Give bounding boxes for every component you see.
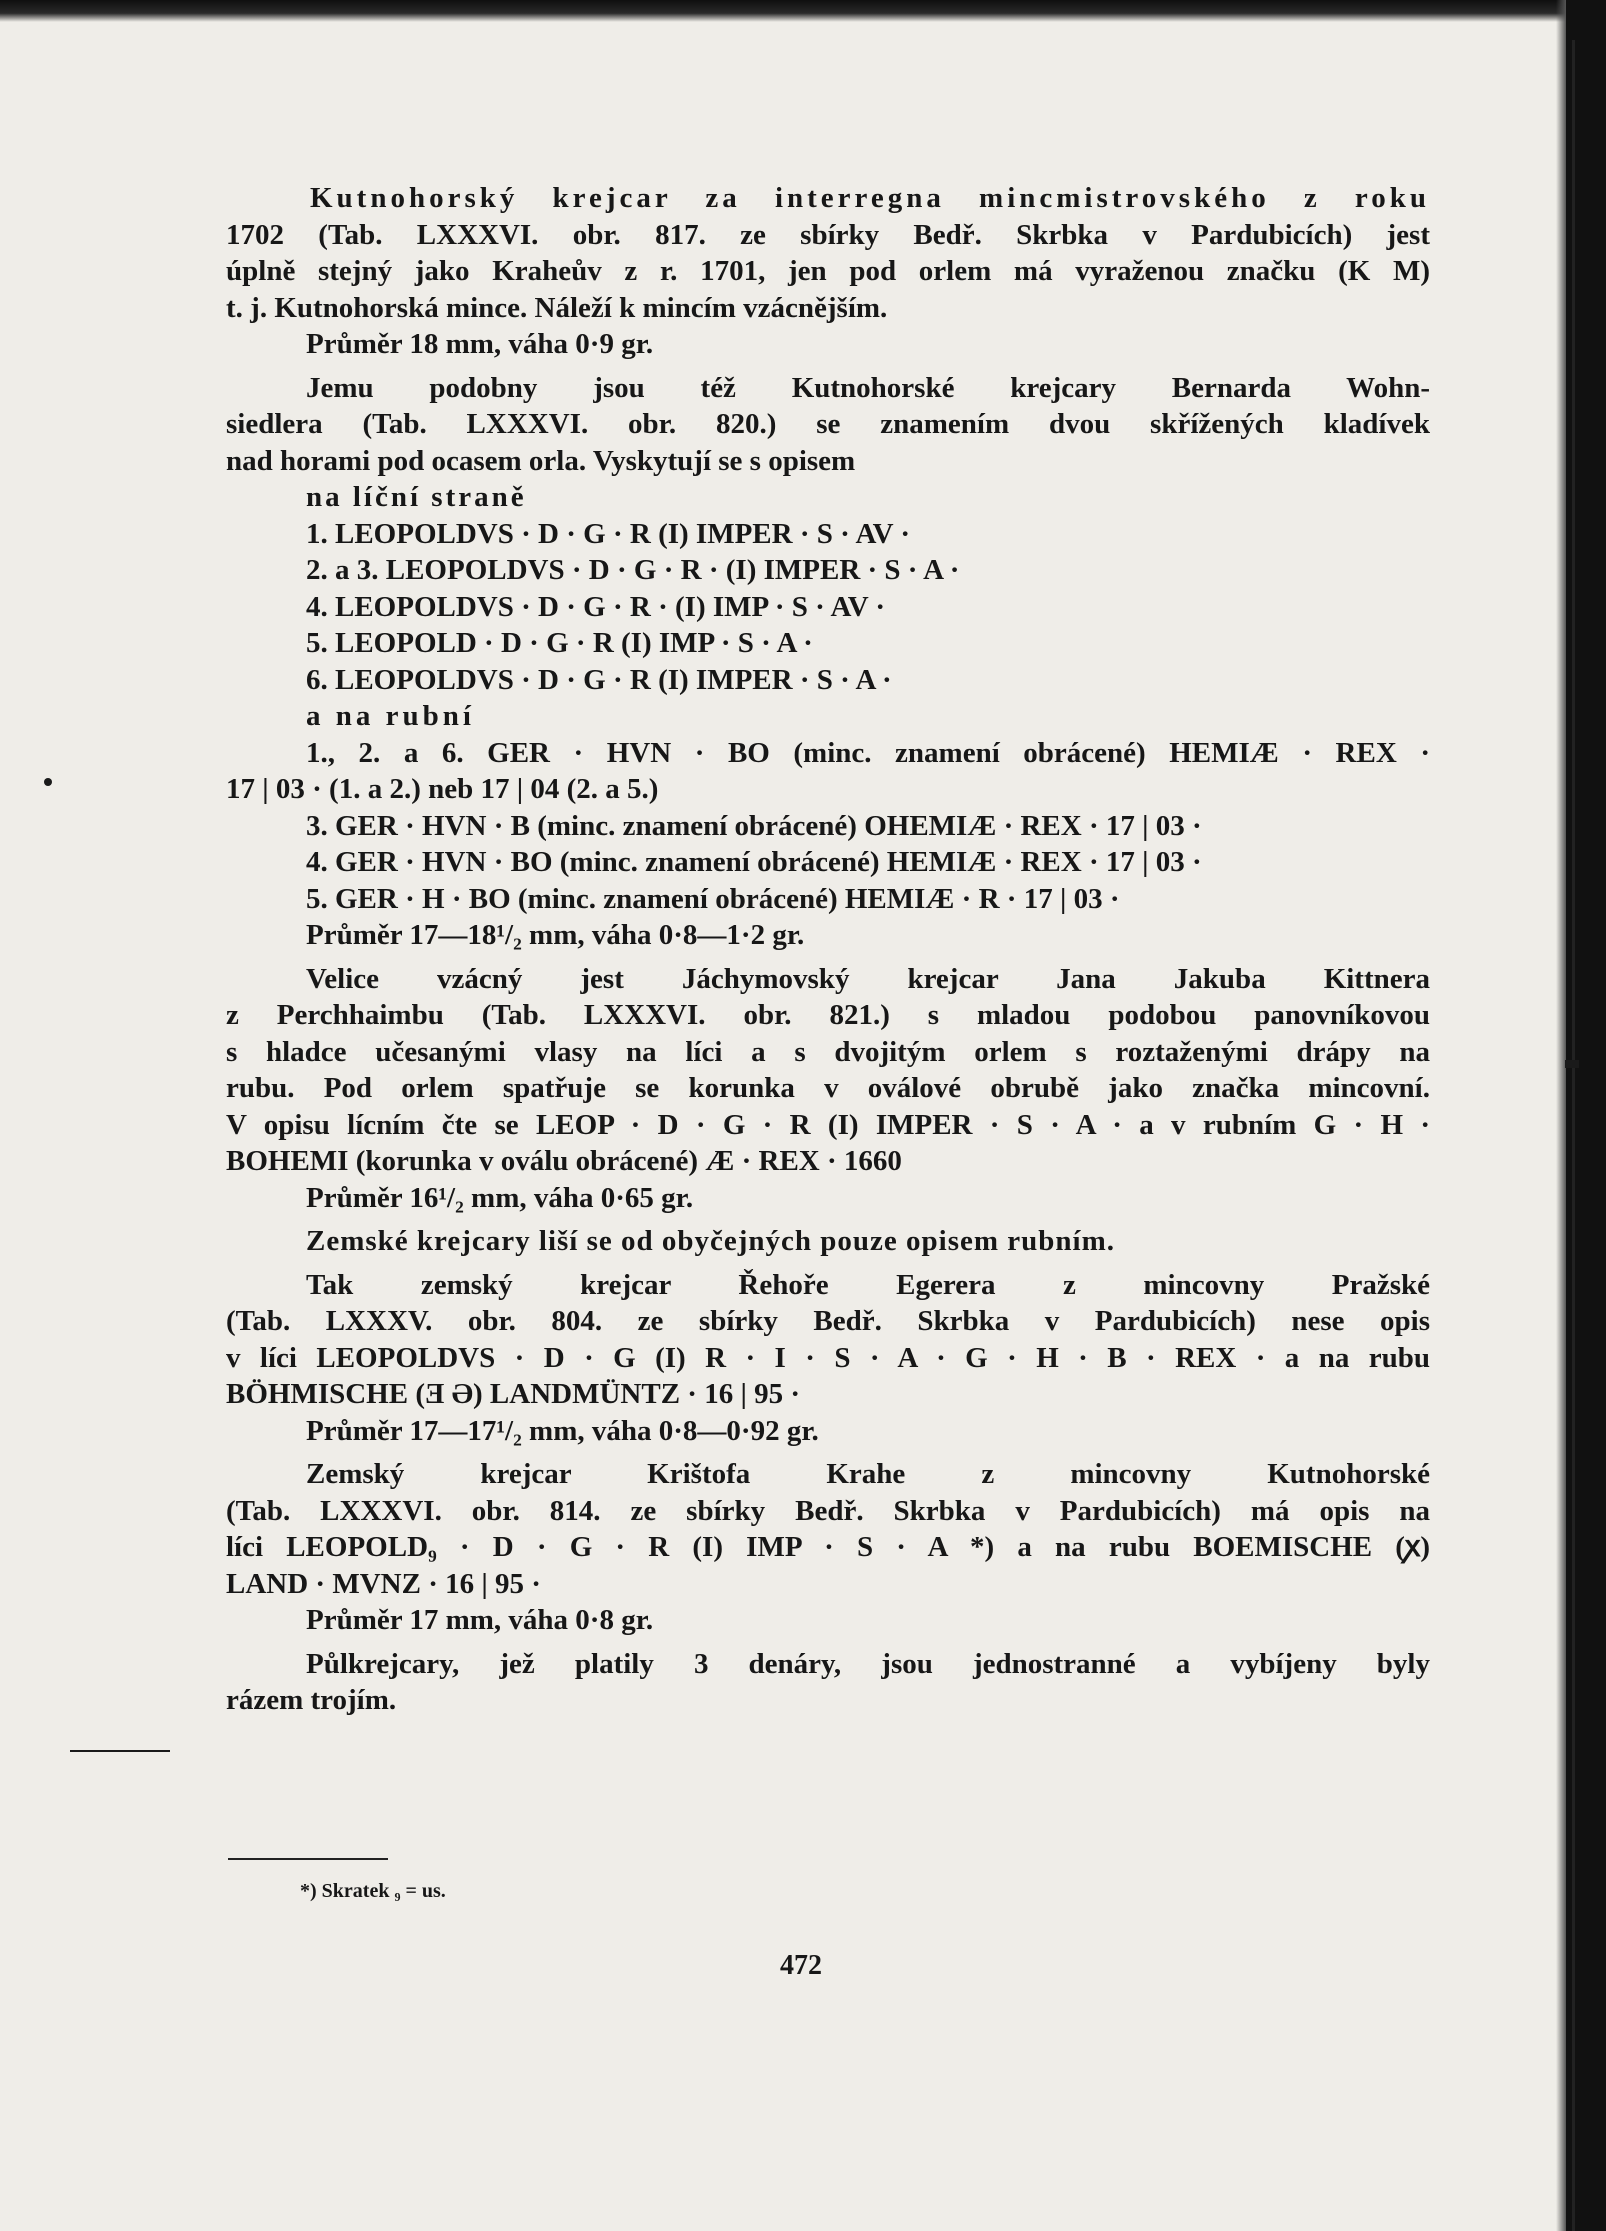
scan-fold-line: [1572, 40, 1575, 2231]
text-line: Průměr 16¹/₂ mm, váha 0·65 gr.: [306, 1181, 694, 1214]
text-line: Průměr 17—18¹/₂ mm, váha 0·8—1·2 gr.: [306, 919, 805, 951]
text-line: Půlkrejcary, jež platily 3 denáry, jsou jednostranné a vybíjeny byly: [306, 1647, 1430, 1680]
text-line: 5. GER · H · BO (minc. znamení obrácené) HEMIÆ · R · 17 | 03 ·: [306, 882, 1120, 915]
text-line: 5. LEOPOLD · D · G · R (I) IMP · S · A ·: [306, 627, 813, 659]
text-line: Zemské krejcary liší se od obyčejných pouze opisem rubním.: [306, 1225, 1116, 1257]
margin-mark: [44, 778, 52, 786]
text-line: Kutnohorský krejcar za interregna mincmistrovského z roku: [310, 182, 1430, 214]
text-line: 1. LEOPOLDVS · D · G · R (I) IMPER · S · AV ·: [306, 517, 911, 550]
text-line: rubu. Pod orlem spatřuje se korunka v oválové obrubě jako značka mincovní.: [226, 1072, 1430, 1104]
text-line: z Perchhaimbu (Tab. LXXXVI. obr. 821.) s mladou podobou panovníkovou: [226, 999, 1430, 1031]
text-line: (Tab. LXXXV. obr. 804. ze sbírky Bedř. Skrbka v Pardubicích) nese opis: [226, 1305, 1430, 1337]
text-line: úplně stejný jako Krahеův z r. 1701, jen pod orlem má vyraženou značku (K M): [226, 255, 1430, 287]
text-line: Průměr 17—17¹/₂ mm, váha 0·8—0·92 gr.: [306, 1414, 819, 1447]
text-line: LAND · MVNZ · 16 | 95 ·: [226, 1567, 541, 1600]
section-label: a na rubní: [306, 700, 475, 732]
text-line: siedlera (Tab. LXXXVI. obr. 820.) se znamením dvou skřížených kladívek: [226, 408, 1430, 440]
text-line: s hladce učesanými vlasy na líci a s dvojitým orlem s roztaženými drápy na: [226, 1035, 1430, 1068]
margin-mark: [1565, 1060, 1579, 1068]
text-line: 4. GER · HVN · BO (minc. znamení obrácené) HEMIÆ · REX · 17 | 03 ·: [306, 846, 1202, 878]
section-label: na líční straně: [306, 481, 527, 513]
text-line: BOHEMI (korunka v oválu obrácené) Æ · REX · 1660: [226, 1145, 902, 1177]
text-line: 1702 (Tab. LXXXVI. obr. 817. ze sbírky Bedř. Skrbka v Pardubicích) jest: [226, 218, 1430, 251]
text-line: Velice vzácný jest Jáchymovský krejcar Jana Jakuba Kittnera: [306, 962, 1430, 995]
margin-mark: [70, 1750, 170, 1752]
text-line: 2. a 3. LEOPOLDVS · D · G · R · (I) IMPER · S · A ·: [306, 554, 960, 586]
text-line: V opisu lícním čte se LEOP · D · G · R (I) IMPER · S · A · a v rubním G · H ·: [226, 1108, 1430, 1141]
text-line: Jemu podobny jsou též Kutnohorské krejcary Bernarda Wohn-: [306, 371, 1430, 404]
text-line: Zemský krejcar Krištofa Krahe z mincovny Kutnohorské: [306, 1458, 1430, 1490]
text-line: (Tab. LXXXVI. obr. 814. ze sbírky Bedř. Skrbka v Pardubicích) má opis na: [226, 1494, 1430, 1527]
text-line: nad horami pod ocasem orla. Vyskytují se s opisem: [226, 444, 856, 477]
text-line: Tak zemský krejcar Řehoře Egerera z mincovny Pražské: [306, 1268, 1430, 1301]
text-line: 6. LEOPOLDVS · D · G · R (I) IMPER · S · A ·: [306, 663, 892, 696]
page-number: 472: [780, 1950, 822, 1981]
text-line: 3. GER · HVN · B (minc. znamení obrácené) OHEMIÆ · REX · 17 | 03 ·: [306, 809, 1202, 842]
text-line: BÖHMISCHE (Ǝ Ə) LANDMÜNTZ · 16 | 95 ·: [226, 1378, 801, 1410]
text-line: Průměr 18 mm, váha 0·9 gr.: [306, 328, 654, 360]
scan-edge-top: [0, 0, 1606, 22]
footnote: *) Skratek ₉ = us.: [300, 1880, 446, 1902]
page-body: [226, 180, 1430, 1719]
scan-shadow-right: [1556, 0, 1566, 2231]
text-line: 17 | 03 · (1. a 2.) neb 17 | 04 (2. a 5.): [226, 773, 659, 805]
text-line: 1., 2. a 6. GER · HVN · BO (minc. znamení obrácené) HEMIÆ · REX ·: [306, 736, 1430, 769]
text-line: líci LEOPOLD₉ · D · G · R (I) IMP · S · A *) a na rubu BOEMISCHE (ꭗ): [226, 1531, 1430, 1563]
text-line: 4. LEOPOLDVS · D · G · R · (I) IMP · S · AV ·: [306, 590, 886, 623]
text-line: Průměr 17 mm, váha 0·8 gr.: [306, 1604, 654, 1636]
text-line: v líci LEOPOLDVS · D · G (I) R · I · S · A · G · H · B · REX · a na rubu: [226, 1341, 1430, 1374]
text-line: rázem trojím.: [226, 1684, 397, 1716]
footnote-rule: [228, 1858, 388, 1860]
text-line: t. j. Kutnohorská mince. Náleží k mincím vzácnějším.: [226, 291, 888, 324]
